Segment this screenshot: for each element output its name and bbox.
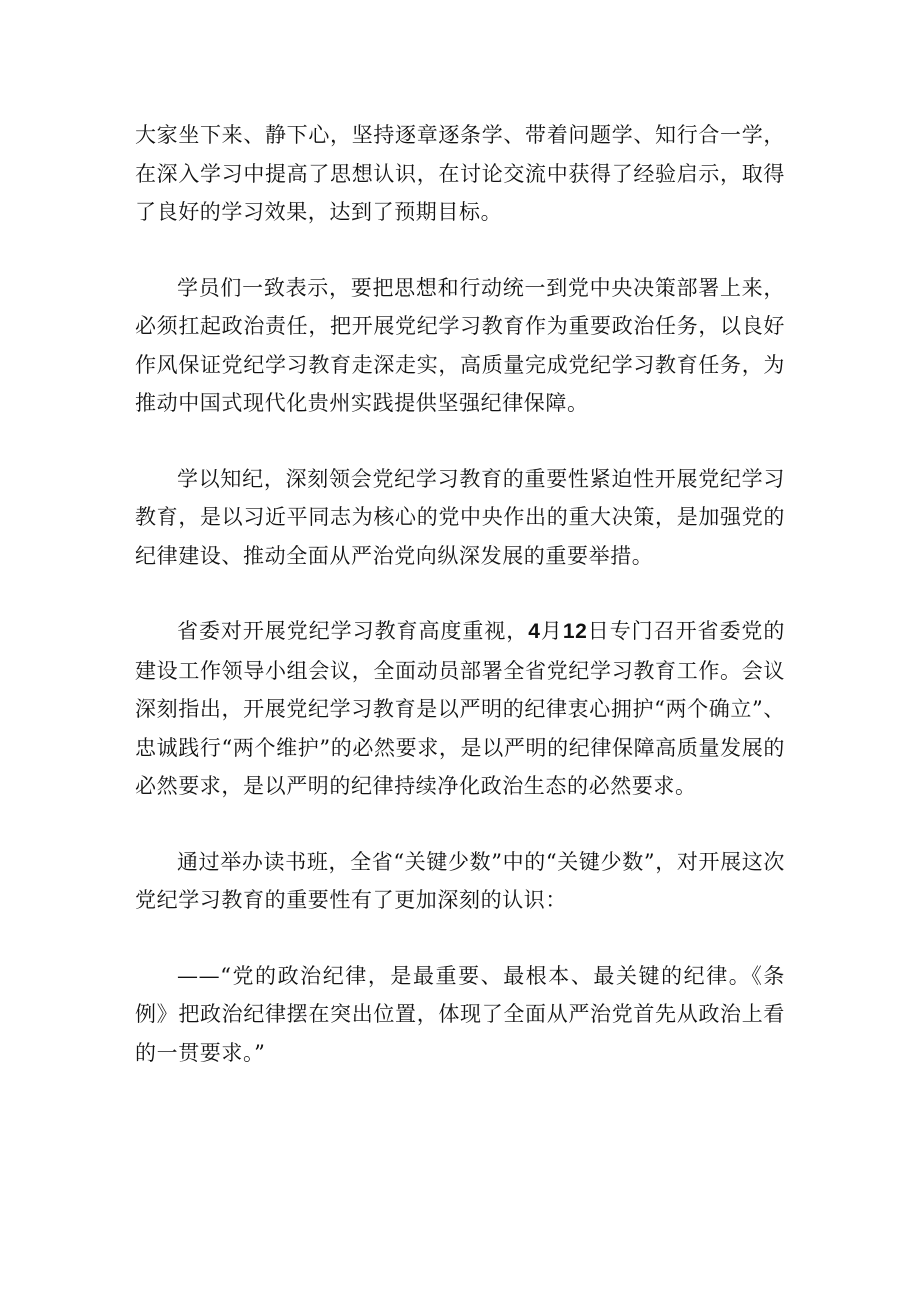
paragraph-text-before-date: 省委对开展党纪学习教育高度重视， — [177, 619, 529, 643]
paragraph-learn-discipline: 学以知纪，深刻领会党纪学习教育的重要性紧迫性开展党纪学习教育，是以习近平同志为核心的党中央作出的重大决策，是加强党的纪律建设、推动全面从严治党向纵深发展的重要举措。 — [135, 466, 785, 568]
paragraph-study-effect: 大家坐下来、静下心，坚持逐章逐条学、带着问题学、知行合一学，在深入学习中提高了思想认识，在讨论交流中获得了经验启示，取得了良好的学习效果，达到了预期目标。 — [135, 123, 785, 224]
paragraph-text-after-date: 日专门召开省委党的建设工作领导小组会议，全面动员部署全省党纪学习教育工作。会议深刻指出，开展党纪学习教育是以严明的纪律衷心拥护“两个确立”、忠诚践行“两个维护”的必然要求，是以严明的纪律保障高质量发展的必然要求，是以严明的纪律持续净化政治生态的必然要求。 — [135, 619, 785, 798]
paragraph-trainees-statement: 学员们一致表示，要把思想和行动统一到党中央决策部署上来，必须扛起政治责任，把开展党纪学习教育作为重要政治任务，以良好作风保证党纪学习教育走深走实，高质量完成党纪学习教育任务，为推动中国式现代化贵州实践提供坚强纪律保障。 — [135, 275, 785, 415]
paragraph-provincial-committee — [135, 612, 785, 806]
paragraph-quote-political-discipline: ——“党的政治纪律，是最重要、最根本、最关键的纪律。《条例》把政治纪律摆在突出位置，体现了全面从严治党首先从政治上看的一贯要求。” — [135, 963, 785, 1065]
date-day: 12 — [562, 620, 588, 643]
date-month: 4 — [528, 620, 541, 643]
paragraph-reading-class: 通过举办读书班，全省“关键少数”中的“关键少数”，对开展这次党纪学习教育的重要性有了更加深刻的认识： — [135, 849, 785, 912]
date-month-unit: 月 — [540, 619, 563, 643]
document-body — [135, 116, 785, 1109]
